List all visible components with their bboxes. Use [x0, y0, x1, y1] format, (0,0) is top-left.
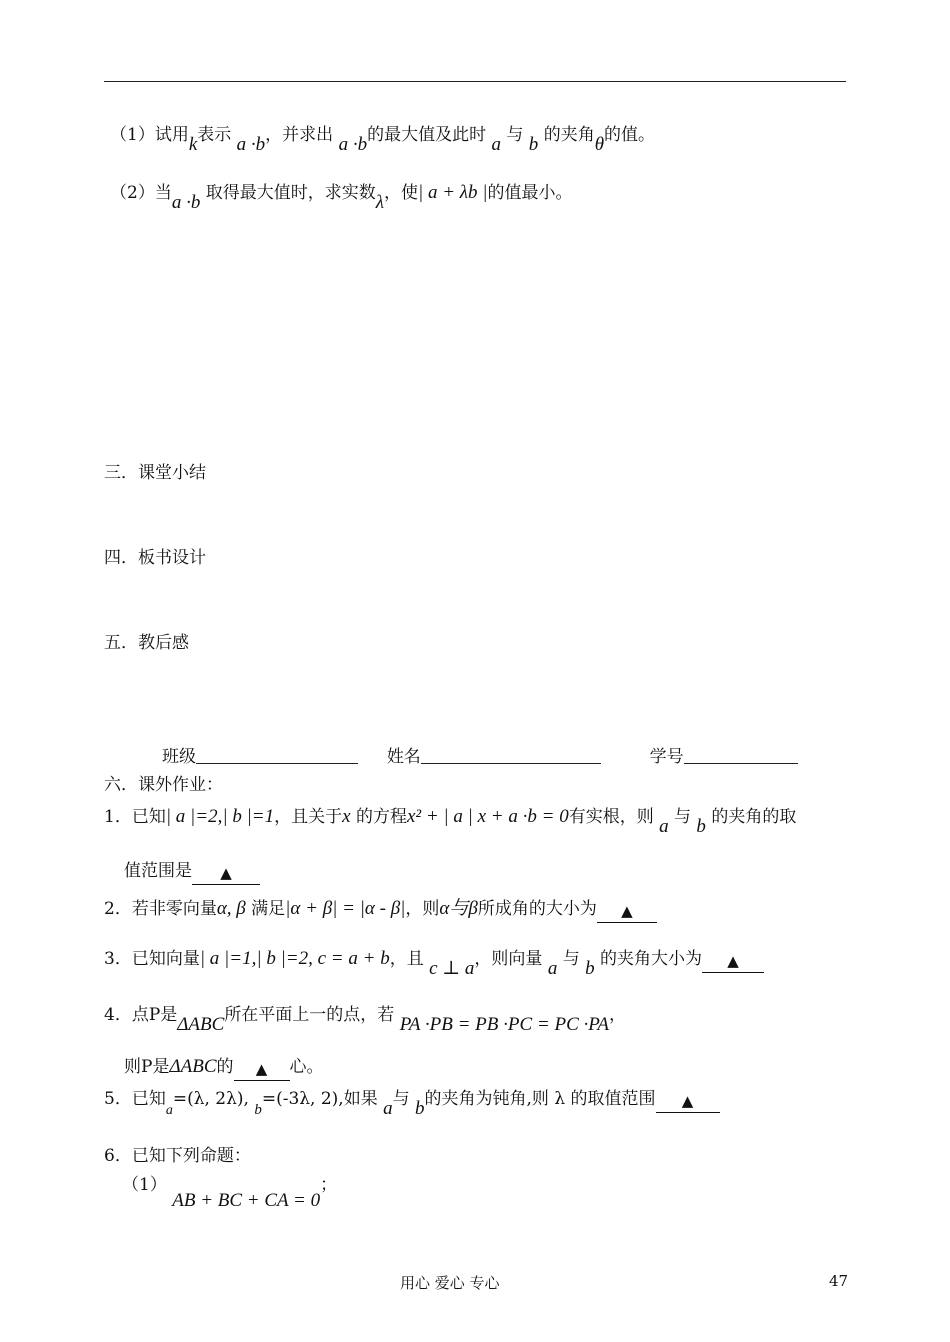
part1-text: 的值。: [604, 125, 656, 145]
id-label: 学号: [649, 747, 684, 767]
var-x: x: [342, 806, 351, 827]
var-b: b: [415, 1098, 425, 1119]
question-part-2: [110, 182, 573, 213]
hw4-text: ，: [609, 1005, 627, 1025]
dot-product-ab: a ·b: [338, 134, 368, 155]
hw3-perp: c ⊥ a: [429, 958, 475, 979]
header-rule: [104, 81, 846, 82]
hw6-equation: AB + BC + CA = 0: [172, 1190, 321, 1211]
hw4-text: 心。: [289, 1057, 324, 1077]
homework-4-line2: [124, 1056, 324, 1081]
triangle-icon: ▲: [255, 1060, 268, 1078]
var-b: b: [585, 958, 595, 979]
hw2-text: 所成角的大小为: [477, 899, 597, 919]
hw1-text: 的夹角的取: [711, 807, 797, 827]
triangle-abc: ΔABC: [169, 1056, 217, 1077]
var-b: b: [528, 134, 539, 155]
hw1-condition: | a |=2,| b |=1: [165, 806, 275, 827]
dot-product-ab: a ·b: [236, 134, 266, 155]
part1-text: ，并求出: [265, 125, 334, 145]
part1-text: 表示: [197, 125, 232, 145]
hw1-text: 与: [674, 807, 692, 827]
hw4-text: 的: [216, 1057, 234, 1077]
norm-expression: | a + λb |: [417, 182, 488, 203]
hw4-text: 所在平面上一的点，若: [224, 1005, 395, 1025]
class-blank[interactable]: [196, 745, 358, 764]
answer-blank[interactable]: [702, 950, 764, 973]
hw5-number: 5．已知: [104, 1089, 166, 1109]
var-a: a: [165, 1103, 173, 1118]
page-number: 47: [829, 1272, 849, 1290]
hw3-text: ，且: [389, 949, 424, 969]
homework-3: [104, 948, 764, 979]
homework-4: [104, 1004, 627, 1035]
homework-6-title: 6．已知下列命题：: [104, 1146, 251, 1166]
var-a: a: [547, 958, 558, 979]
hw3-number: 3．已知向量: [104, 949, 200, 969]
homework-title: 六．课外作业：: [104, 775, 223, 795]
hw6-text: ；: [320, 1175, 338, 1195]
part2-text: 的值最小。: [487, 183, 573, 203]
name-label: 姓名: [386, 747, 421, 767]
section-board-design: 四．板书设计: [104, 548, 206, 568]
hw2-vars: α, β: [216, 898, 246, 919]
hw1-text: 的方程: [355, 807, 407, 827]
answer-blank[interactable]: [656, 1090, 720, 1113]
hw3-condition: | a |=1,| b |=2, c = a + b: [199, 948, 390, 969]
var-k: k: [188, 134, 198, 155]
homework-2: [104, 898, 657, 923]
item-number: （1）: [122, 1175, 167, 1195]
part1-text: 的最大值及此时: [367, 125, 487, 145]
hw3-text: 的夹角大小为: [600, 949, 703, 969]
hw2-equation: |α + β| = |α - β|: [285, 898, 406, 919]
var-lambda: λ: [375, 192, 384, 213]
triangle-icon: ▲: [681, 1092, 694, 1110]
hw4-number: 4．点P是: [104, 1005, 178, 1025]
id-blank[interactable]: [684, 745, 798, 764]
name-blank[interactable]: [421, 745, 601, 764]
hw2-relation: α与β: [439, 898, 478, 919]
part2-text: ，使: [383, 183, 418, 203]
hw5-text: =(λ, 2λ),: [172, 1089, 249, 1109]
class-label: 班级: [162, 747, 196, 767]
hw3-text: ，则向量: [474, 949, 543, 969]
part2-prefix: （2）当: [110, 183, 172, 203]
hw3-text: 与: [562, 949, 580, 969]
hw1-text: 有实根，则: [568, 807, 654, 827]
var-b: b: [696, 816, 706, 837]
hw2-text: 满足: [251, 899, 286, 919]
part2-text: 取得最大值时，求实数: [205, 183, 376, 203]
part1-prefix: （1）试用: [110, 125, 189, 145]
hw1-equation: x² + | a | x + a ·b = 0: [406, 806, 569, 827]
hw4-equation: PA ·PB = PB ·PC = PC ·PA: [399, 1014, 610, 1035]
hw2-text: ，则: [405, 899, 440, 919]
hw5-text: =(-3λ, 2),如果: [261, 1089, 378, 1109]
var-a: a: [659, 816, 669, 837]
homework-6-item-1: [122, 1174, 338, 1211]
hw1-number: 1．已知: [104, 807, 166, 827]
hw5-text: 与: [392, 1089, 410, 1109]
part1-text: 的夹角: [543, 125, 595, 145]
triangle-icon: ▲: [727, 952, 739, 970]
homework-5: [104, 1088, 720, 1119]
answer-blank[interactable]: [192, 862, 260, 885]
homework-1-line2: [124, 860, 260, 885]
var-a: a: [383, 1098, 393, 1119]
hw1-text: ，且关于: [274, 807, 343, 827]
dot-product-ab: a ·b: [171, 192, 201, 213]
question-part-1: [110, 124, 656, 155]
triangle-icon: ▲: [621, 902, 633, 920]
var-b: b: [254, 1102, 262, 1118]
student-info-line: [162, 745, 798, 768]
section-reflection: 五．教后感: [104, 633, 189, 653]
hw5-text: 的夹角为钝角,则 λ 的取值范围: [424, 1089, 656, 1109]
var-a: a: [491, 134, 501, 155]
triangle-abc: ΔABC: [177, 1014, 225, 1035]
homework-1: [104, 806, 797, 837]
answer-blank[interactable]: [234, 1058, 290, 1081]
hw2-number: 2．若非零向量: [104, 899, 217, 919]
answer-blank[interactable]: [597, 900, 657, 923]
footer-slogan: 用心 爱心 专心: [400, 1274, 500, 1292]
hw4-text: 则P是: [124, 1057, 170, 1077]
part1-text: 与: [506, 125, 524, 145]
var-theta: θ: [594, 134, 605, 155]
hw1-text: 值范围是: [124, 861, 192, 881]
triangle-icon: ▲: [220, 864, 232, 882]
section-summary: 三．课堂小结: [104, 463, 206, 483]
